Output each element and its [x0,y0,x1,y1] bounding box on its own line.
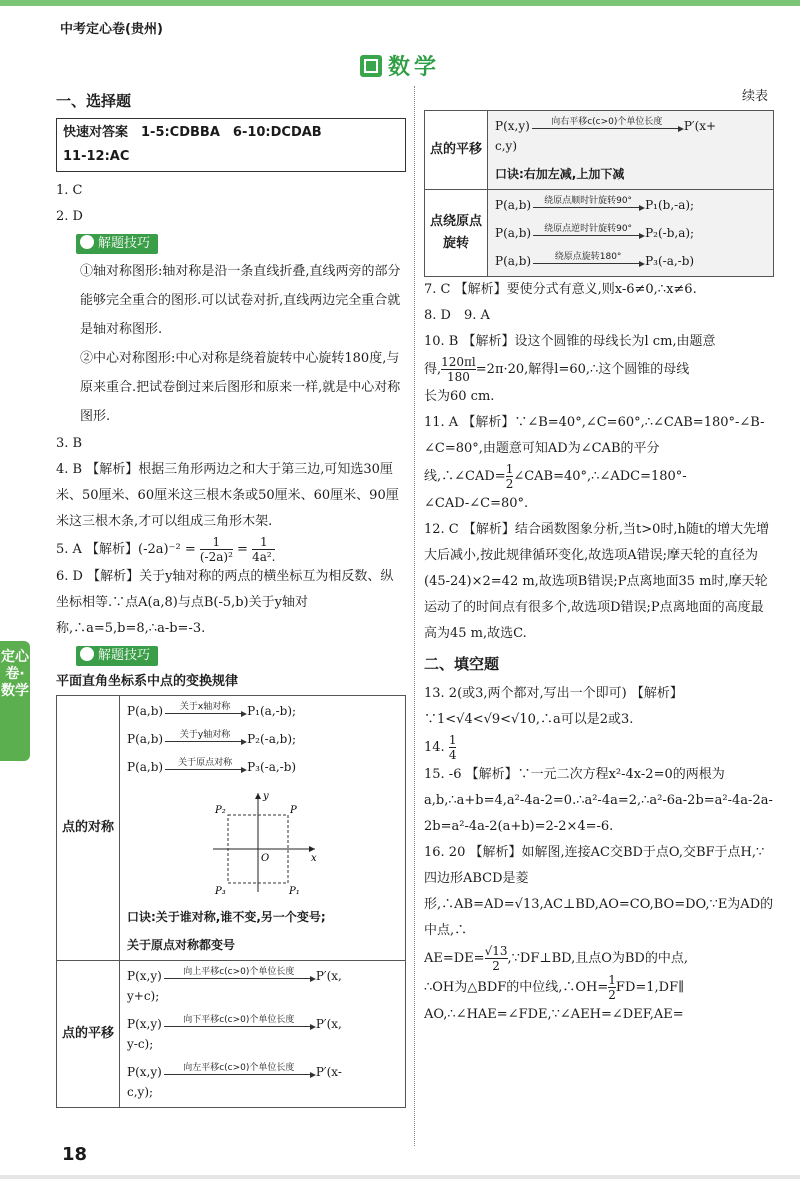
fraction: $\frac{√13}{2}$ [484,944,508,973]
right-column [424,84,774,1028]
graph-label: y [262,791,269,802]
rules-title: 平面直角坐标系中点的变换规律 [56,674,239,689]
math-icon [360,55,382,77]
graph-label: P [289,805,297,816]
tip-paragraph: ①轴对称图形:轴对称是沿一条直线折叠,直线两旁的部分能够完全重合的图形.可以试卷对折,直线两边完全重合就是轴对称图形. [80,264,401,337]
left-column [56,84,406,1108]
tip-label: 解题技巧 [76,234,158,254]
rules-table-continued [424,110,774,277]
magnifier-icon [80,647,94,661]
rule-line: P(x,y) 向下平移c(c>0)个单位长度 P′(x, y-c); [127,1015,342,1051]
tip-label: 解题技巧 [76,646,158,666]
fraction: $\frac{120\pi l}{180}$ [441,355,476,384]
graph-label: x [310,853,317,864]
rule-line: P(x,y) 向上平移c(c>0)个单位长度 P′(x, y+c); [127,967,342,1003]
answer-7: 7. C 【解析】要使分式有意义,则x-6≠0,∴x≠6. [424,282,697,297]
rule-line: P(x,y) 向右平移c(c>0)个单位长度 P′(x+ c,y) [495,117,717,153]
book-title: 中考定心卷(贵州) [60,22,163,37]
rule-mnemonic: 口诀:右加左减,上加下减 [495,167,625,181]
page-number: 18 [62,1144,88,1165]
answer-8-9: 8. D 9. A [424,308,490,323]
rule-line: P(a,b) 绕原点逆时针旋转90° P₂(-b,a); [495,224,695,240]
page-title [0,50,800,81]
rule-line: P(a,b) 关于y轴对称 P₂(-a,b); [127,730,297,746]
rule-line: P(a,b) 绕原点旋转180° P₃(-a,-b) [495,252,695,268]
tip-body [56,257,406,431]
rule-mnemonic: 口诀:关于谁对称,谁不变,另一个变号; [127,910,326,924]
magnifier-icon [80,235,94,249]
answer-4: 4. B 【解析】根据三角形两边之和大于第三边,可知选30厘米、50厘米、60厘米这三根木条或50厘米、60厘米、90厘米这三根木条,才可以组成三角形木架. [56,462,399,529]
subject-title: 数学 [387,55,440,80]
row-label: 点绕原点旋转 [425,190,488,277]
rule-line: P(a,b) 关于原点对称 P₃(-a,-b) [127,758,297,774]
answer-5: 5. A 【解析】(-2a)⁻² = $\frac{1}{\text{(-2a)²}}$ = $\frac{1}{\text{4a².}}$ [56,535,276,564]
section-heading: 一、选择题 [56,92,132,110]
rule-mnemonic: 关于原点对称都变号 [127,938,236,952]
rule-line: P(x,y) 向左平移c(c>0)个单位长度 P′(x- c,y); [127,1063,342,1099]
answer-15: 15. -6 【解析】∵一元二次方程x²-4x-2=0的两根为a,b,∴a+b=4,a²-4a-2=0.∴a²-4a=2,∴a²-6a-2b=a²-4a-2a-2b=a²-4a-2(a+b)=2-2×4=-6. [424,767,773,834]
rules-table [56,695,406,1108]
answer-11: 11. A 【解析】∵∠B=40°,∠C=60°,∴∠CAB=180°-∠B-∠C=80°,由题意可知AD为∠CAB的平分 线,∴∠CAD= $\frac{1}{2}$ ∠CAB=40°,∴∠ADC=180°- ∠CAD-∠C=80°. [424,415,765,511]
answer-13: 13. 2(或3,两个都对,写出一个即可) 【解析】∵1<√4<√9<√10,∴a可以是2或3. [424,686,683,727]
fraction: $\frac{1}{2}$ [608,973,616,1002]
fraction: $\frac{1}{\text{4a².}}$ [252,535,276,564]
row-label: 点的平移 [57,961,120,1108]
rule-line: P(a,b) 绕原点顺时针旋转90° P₁(b,-a); [495,196,695,212]
symmetry-graph [203,787,323,897]
graph-label: P₃ [214,886,226,897]
graph-label: P₂ [214,805,226,816]
rule-line: P(a,b) 关于x轴对称 P₁(a,-b); [127,702,297,718]
section-heading: 二、填空题 [424,655,500,673]
column-divider [414,86,415,1146]
quick-answers-line: 11-12:AC [63,149,130,164]
answer-10: 10. B 【解析】设这个圆锥的母线长为l cm,由题意 得, $\frac{120\pi l}{180}$ =2π·20,解得l=60,∴这个圆锥的母线 长为60 cm. [424,334,716,404]
tip-paragraph: ②中心对称图形:中心对称是绕着旋转中心旋转180度,与原来重合.把试卷倒过来后图形和原来一样,就是中心对称图形. [80,351,401,424]
answer-3: 3. B [56,436,83,451]
fraction: $\frac{1}{2}$ [505,462,514,491]
answer-6: 6. D 【解析】关于y轴对称的两点的横坐标互为相反数、纵坐标相等.∵点A(a,8)与点B(-5,b)关于y轴对称,∴a=5,b=8,∴a-b=-3. [56,569,394,636]
quick-answers-box [56,118,406,172]
fraction: $\frac{1}{4}$ [448,733,457,762]
answer-14: 14. $\frac{1}{4}$ [424,733,457,762]
side-tab: 定心卷·数学 [0,641,30,761]
fraction: $\frac{1}{\text{(-2a)²}}$ [199,535,233,564]
graph-label: O [260,853,269,864]
continued-label: 续表 [741,89,768,104]
quick-answers-line: 快速对答案 1-5:CDBBA 6-10:DCDAB [63,125,322,140]
graph-label: P₁ [288,886,300,897]
answer-1: 1. C [56,183,83,198]
answer-16: 16. 20 【解析】如解图,连接AC交BD于点O,交BF于点H,∵四边形ABCD是菱形,∴AB=AD=√13,AC⊥BD,AO=CO,BO=DO,∵E为AD的中点,∴ AE=DE= $\frac{√13}{2}$ ,∵DF⊥BD,且点O为BD的中点, ∴OH为△BDF的中位线,∴OH= $\frac{1}{2}$ FD=1,DF∥ AO,∴∠HAE=∠FDE,∵∠AEH=∠DEF,AE= [424,845,774,1022]
row-label: 点的平移 [425,111,488,190]
answer-12: 12. C 【解析】结合函数图象分析,当t>0时,h随t的增大先增大后减小,按此规律循环变化,故选项A错误;摩天轮的直径为(45-24)×2=42 m,故选项B错误;P点离地面35 m时,摩天轮运动了的时间点有很多个,故选项D错误;P点离地面的高度最高为45 m,故选C. [424,522,770,641]
row-label: 点的对称 [57,696,120,961]
answer-2: 2. D [56,209,83,224]
